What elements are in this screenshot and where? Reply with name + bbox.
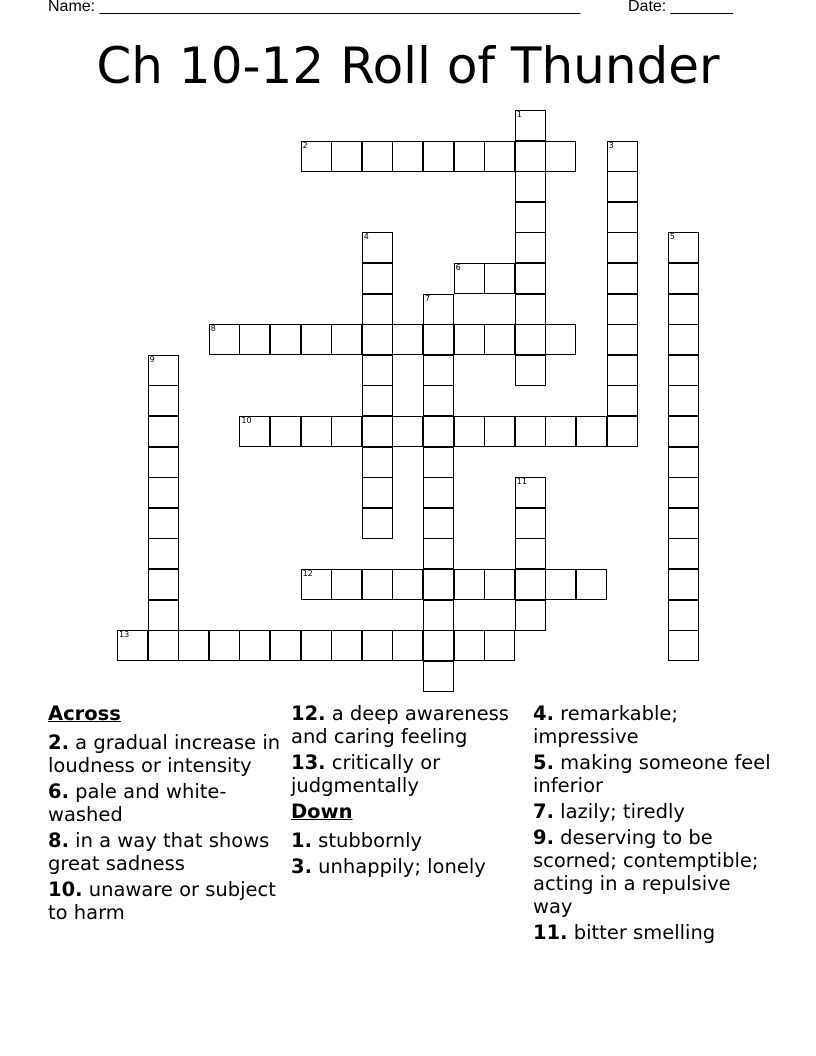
- grid-cell[interactable]: [148, 630, 179, 661]
- grid-cell[interactable]: [331, 324, 362, 355]
- grid-cell[interactable]: [362, 385, 393, 416]
- grid-cell[interactable]: [668, 416, 699, 447]
- clue-item: [291, 855, 531, 878]
- clue-number: 9: [149, 354, 155, 364]
- grid-cell[interactable]: [362, 355, 393, 386]
- grid-cell[interactable]: [239, 324, 270, 355]
- grid-cell[interactable]: [423, 630, 454, 661]
- grid-cell[interactable]: [515, 232, 546, 263]
- grid-cell[interactable]: [545, 416, 576, 447]
- grid-cell[interactable]: [454, 324, 485, 355]
- grid-cell[interactable]: [239, 630, 270, 661]
- grid-cell[interactable]: [454, 569, 485, 600]
- grid-cell[interactable]: [423, 416, 454, 447]
- grid-cell[interactable]: [178, 630, 209, 661]
- grid-cell[interactable]: [301, 416, 332, 447]
- clue-number: 6: [455, 263, 461, 272]
- grid-cell[interactable]: [392, 141, 423, 172]
- clue-item-number: 7.: [533, 800, 554, 823]
- grid-cell[interactable]: [515, 202, 546, 233]
- grid-cell[interactable]: [545, 324, 576, 355]
- clue-item: [291, 829, 531, 852]
- grid-cell[interactable]: [148, 355, 179, 386]
- grid-cell[interactable]: [484, 569, 515, 600]
- grid-cell[interactable]: [454, 630, 485, 661]
- grid-cell[interactable]: [607, 294, 638, 325]
- grid-cell[interactable]: [607, 263, 638, 294]
- clue-item-number: 12.: [291, 702, 326, 725]
- grid-cell[interactable]: [209, 324, 240, 355]
- clue-item: [533, 921, 773, 944]
- grid-cell[interactable]: [515, 600, 546, 631]
- grid-cell[interactable]: [668, 569, 699, 600]
- clue-item-number: 4.: [533, 702, 554, 725]
- grid-cell[interactable]: [454, 416, 485, 447]
- grid-cell[interactable]: [148, 477, 179, 508]
- clue-item: [533, 751, 773, 797]
- grid-cell[interactable]: [607, 385, 638, 416]
- clue-item-text: stubbornly: [311, 829, 423, 852]
- grid-cell[interactable]: [331, 630, 362, 661]
- grid-cell[interactable]: [484, 630, 515, 661]
- date-field[interactable]: Date: _______: [628, 0, 733, 15]
- grid-cell[interactable]: [423, 355, 454, 386]
- clue-item-number: 2.: [48, 731, 69, 754]
- grid-cell[interactable]: [423, 538, 454, 569]
- grid-cell[interactable]: [392, 324, 423, 355]
- grid-cell[interactable]: [607, 202, 638, 233]
- grid-cell[interactable]: [607, 141, 638, 172]
- clue-item: [48, 731, 288, 777]
- grid-cell[interactable]: [515, 569, 546, 600]
- grid-cell[interactable]: [576, 416, 607, 447]
- grid-cell[interactable]: [148, 508, 179, 539]
- grid-cell[interactable]: [423, 385, 454, 416]
- grid-cell[interactable]: [423, 324, 454, 355]
- clue-item-text: unhappily; lonely: [311, 855, 486, 878]
- grid-cell[interactable]: [515, 324, 546, 355]
- grid-cell[interactable]: [270, 630, 301, 661]
- clue-item-number: 11.: [533, 921, 568, 944]
- grid-cell[interactable]: [148, 416, 179, 447]
- clue-item-text: lazily; tiredly: [553, 800, 685, 823]
- clue-item: [48, 878, 288, 924]
- grid-cell[interactable]: [484, 324, 515, 355]
- grid-cell[interactable]: [392, 569, 423, 600]
- clue-number: 4: [363, 232, 369, 242]
- grid-cell[interactable]: [607, 232, 638, 263]
- grid-cell[interactable]: [668, 630, 699, 661]
- clue-item-text: unaware or subject to harm: [48, 878, 276, 924]
- clue-number: 5: [669, 232, 675, 242]
- grid-cell[interactable]: [668, 263, 699, 294]
- grid-cell[interactable]: [362, 294, 393, 325]
- clue-item-text: making someone feel inferior: [533, 751, 771, 797]
- grid-cell[interactable]: [148, 538, 179, 569]
- grid-cell[interactable]: [270, 416, 301, 447]
- clue-item-text: a gradual increase in loudness or intensity: [48, 731, 281, 777]
- grid-cell[interactable]: [301, 324, 332, 355]
- grid-cell[interactable]: [607, 416, 638, 447]
- grid-cell[interactable]: [423, 508, 454, 539]
- grid-cell[interactable]: [423, 141, 454, 172]
- grid-cell[interactable]: [423, 477, 454, 508]
- grid-cell[interactable]: [515, 294, 546, 325]
- clue-item: [533, 800, 773, 823]
- grid-cell[interactable]: [148, 385, 179, 416]
- grid-cell[interactable]: [392, 630, 423, 661]
- grid-cell[interactable]: [301, 141, 332, 172]
- grid-cell[interactable]: [607, 355, 638, 386]
- clue-item-text: a deep awareness and caring feeling: [291, 702, 509, 748]
- clue-number: 7: [425, 293, 431, 303]
- grid-cell[interactable]: [423, 600, 454, 631]
- clue-number: 13: [119, 630, 130, 640]
- grid-cell[interactable]: [423, 447, 454, 478]
- grid-cell[interactable]: [668, 294, 699, 325]
- clue-number: 11: [516, 477, 527, 487]
- grid-cell[interactable]: [331, 141, 362, 172]
- grid-cell[interactable]: [362, 630, 393, 661]
- clues-column-3: [533, 702, 773, 947]
- grid-cell[interactable]: [515, 141, 546, 172]
- page-title: Ch 10-12 Roll of Thunder: [96, 37, 720, 95]
- clue-item-number: 6.: [48, 780, 69, 803]
- grid-cell[interactable]: [331, 569, 362, 600]
- clue-number: 8: [210, 324, 216, 334]
- grid-cell[interactable]: [668, 324, 699, 355]
- grid-cell[interactable]: [362, 324, 393, 355]
- grid-cell[interactable]: [362, 477, 393, 508]
- clue-item-text: bitter smelling: [567, 921, 716, 944]
- grid-cell[interactable]: [668, 232, 699, 263]
- clue-item: [533, 826, 773, 918]
- clue-item-number: 8.: [48, 829, 69, 852]
- grid-cell[interactable]: [515, 171, 546, 202]
- grid-cell[interactable]: [515, 538, 546, 569]
- grid-cell[interactable]: [515, 416, 546, 447]
- grid-cell[interactable]: [209, 630, 240, 661]
- grid-cell[interactable]: [239, 416, 270, 447]
- clues-column-2: [291, 702, 531, 881]
- grid-cell[interactable]: [515, 110, 546, 141]
- grid-cell[interactable]: [362, 263, 393, 294]
- grid-cell[interactable]: [454, 141, 485, 172]
- grid-cell[interactable]: [607, 324, 638, 355]
- grid-cell[interactable]: [331, 416, 362, 447]
- grid-cell[interactable]: [301, 569, 332, 600]
- grid-cell[interactable]: [515, 263, 546, 294]
- clue-item-number: 1.: [291, 829, 312, 852]
- grid-cell[interactable]: [668, 385, 699, 416]
- grid-cell[interactable]: [148, 600, 179, 631]
- clue-item-text: pale and white-washed: [48, 780, 227, 826]
- clues-column-1: [48, 702, 288, 927]
- clue-number: 10: [241, 416, 252, 425]
- grid-cell[interactable]: [484, 263, 515, 294]
- clue-number: 1: [516, 110, 522, 119]
- clue-item-text: deserving to be scorned; contemptible; acting in a repulsive way: [533, 826, 759, 918]
- clue-item-number: 3.: [291, 855, 312, 878]
- grid-cell[interactable]: [515, 355, 546, 386]
- clue-item-text: remarkable; impressive: [533, 702, 678, 748]
- grid-cell[interactable]: [148, 447, 179, 478]
- clue-item: [533, 702, 773, 748]
- grid-cell[interactable]: [423, 661, 454, 692]
- down-heading: Down: [291, 800, 353, 823]
- clue-item-number: 13.: [291, 751, 326, 774]
- grid-cell[interactable]: [362, 508, 393, 539]
- clue-number: 2: [302, 140, 308, 150]
- grid-cell[interactable]: [117, 630, 148, 661]
- grid-cell[interactable]: [576, 569, 607, 600]
- grid-cell[interactable]: [668, 355, 699, 386]
- clue-item: [48, 829, 288, 875]
- grid-cell[interactable]: [362, 447, 393, 478]
- grid-cell[interactable]: [668, 600, 699, 631]
- clue-item-text: critically or judgmentally: [291, 751, 441, 797]
- clue-item-number: 10.: [48, 878, 83, 901]
- grid-cell[interactable]: [148, 569, 179, 600]
- grid-cell[interactable]: [454, 263, 485, 294]
- grid-cell[interactable]: [362, 232, 393, 263]
- grid-cell[interactable]: [515, 508, 546, 539]
- clue-item-text: in a way that shows great sadness: [48, 829, 270, 875]
- grid-cell[interactable]: [484, 416, 515, 447]
- clue-number: 3: [608, 140, 614, 150]
- grid-cell[interactable]: [362, 569, 393, 600]
- grid-cell[interactable]: [270, 324, 301, 355]
- grid-cell[interactable]: [362, 141, 393, 172]
- grid-cell[interactable]: [484, 141, 515, 172]
- grid-cell[interactable]: [668, 508, 699, 539]
- grid-cell[interactable]: [668, 538, 699, 569]
- grid-cell[interactable]: [362, 416, 393, 447]
- grid-cell[interactable]: [392, 416, 423, 447]
- clue-item: [291, 702, 531, 748]
- grid-cell[interactable]: [423, 294, 454, 325]
- clue-item: [48, 780, 288, 826]
- clue-item-number: 9.: [533, 826, 554, 849]
- clue-item-number: 5.: [533, 751, 554, 774]
- grid-cell[interactable]: [545, 569, 576, 600]
- grid-cell[interactable]: [301, 630, 332, 661]
- grid-cell[interactable]: [668, 447, 699, 478]
- name-field[interactable]: Name: ______________________________________________________: [48, 0, 581, 15]
- across-heading: Across: [48, 702, 121, 725]
- clue-item: [291, 751, 531, 797]
- grid-cell[interactable]: [515, 477, 546, 508]
- grid-cell[interactable]: [668, 477, 699, 508]
- grid-cell[interactable]: [423, 569, 454, 600]
- grid-cell[interactable]: [607, 171, 638, 202]
- grid-cell[interactable]: [545, 141, 576, 172]
- clue-number: 12: [302, 569, 313, 578]
